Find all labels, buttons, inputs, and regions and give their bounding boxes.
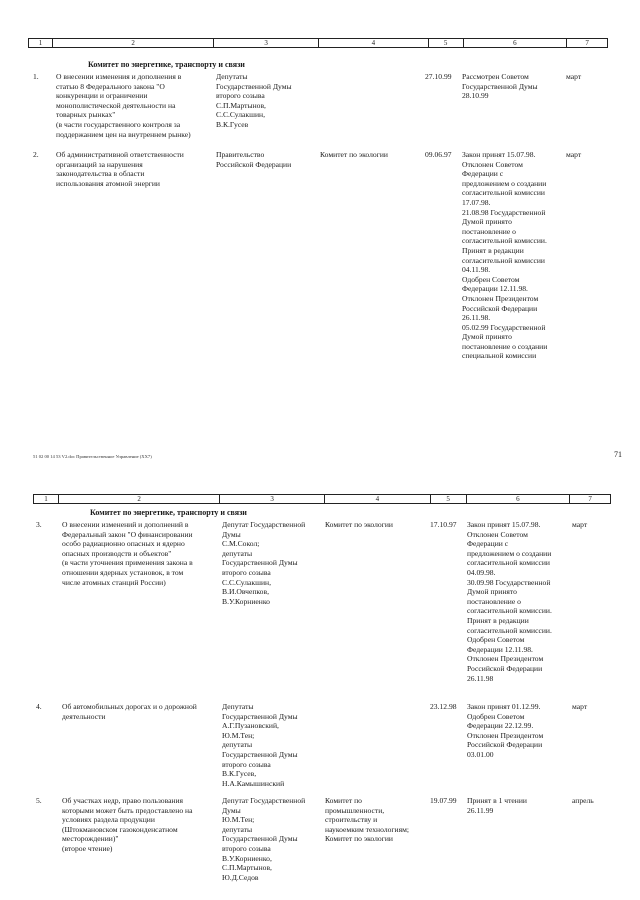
- bill-title: О внесении изменения и дополнения в статью 8 Федерального закона "О конкуренции и ограничении монополистической деятельности на товарных рынках" (в части государственного контроля за поддержанием цен на внутреннем рынке): [56, 72, 191, 139]
- col-5-number: 5: [431, 495, 467, 503]
- column-number-row-bottom: [33, 494, 611, 504]
- col-7-number: 7: [585, 39, 589, 47]
- bill-authors: Депутат Государственной Думы С.М.Сокол; депутаты Государственной Думы второго созыва С.С.Сулакшин, В.И.Овчепков, В.У.Корниенко: [222, 520, 306, 606]
- page-number: 71: [614, 450, 622, 459]
- bill-title: Об участках недр, право пользования которыми может быть предоставлено на условиях раздела продукции (Штокмановском газоконденсатном месторождении)" (второе чтение): [62, 796, 193, 853]
- responsible-committee: Комитет по экологии: [320, 150, 388, 159]
- row-number: 4.: [36, 702, 42, 711]
- submission-date: 23.12.98: [430, 702, 457, 711]
- bill-status: Закон принят 15.07.98. Отклонен Советом Федерации с предложением о создании согласительной комиссии 04.09.98. 30.09.98 Государственной Думой принято постановление о согласительной комиссии. Принят в редакции согласительной комиссии. Одобрен Советом Федерации 12.11.98. Отклонен Президентом Российской Федерации 26.11.98: [467, 520, 552, 683]
- col-3-number: 3: [220, 495, 325, 503]
- column-number-row-top: [28, 38, 608, 48]
- bill-status: Принят в 1 чтении 26.11.99: [467, 796, 527, 815]
- col-2-number: 2: [53, 39, 214, 47]
- bill-status: Закон принят 15.07.98. Отклонен Советом Федерации с предложением о создании согласительной комиссии 17.07.98. 21.08.98 Государственной Думой принято постановление о согласительной комиссии. Принят в редакции согласительной комиссии 04.11.98. Одобрен Советом Федерации 12.11.98. Отклонен Президентом Российской Федерации 26.11.98. 05.02.99 Государственной Думой принято постановление о создании специальной комиссии: [462, 150, 548, 361]
- planned-month: апрель: [572, 796, 594, 805]
- bill-status: Закон принят 01.12.99. Одобрен Советом Федерации 22.12.99. Отклонен Президентом Российской Федерации 03.01.00: [467, 702, 544, 759]
- responsible-committee: Комитет по экологии: [325, 520, 393, 529]
- row-number: 3.: [36, 520, 42, 529]
- bill-authors: Правительство Российской Федерации: [216, 150, 292, 169]
- bill-authors: Депутаты Государственной Думы второго созыва С.П.Мартынов, С.С.Сулакшин, В.К.Гусев: [216, 72, 292, 129]
- bill-authors: Депутат Государственной Думы Ю.М.Тен; депутаты Государственной Думы второго созыва В.У.Корниенко, С.П.Мартынов, Ю.Д.Седов: [222, 796, 306, 882]
- col-2-number: 2: [59, 495, 220, 503]
- bill-title: Об автомобильных дорогах и о дорожной деятельности: [62, 702, 197, 721]
- col-6-number: 6: [467, 495, 571, 503]
- planned-month: март: [566, 72, 582, 81]
- row-number: 2.: [33, 150, 39, 159]
- submission-date: 09.06.97: [425, 150, 452, 159]
- section-title-bottom: Комитет по энергетике, транспорту и связи: [90, 508, 247, 517]
- col-4-number: 4: [319, 39, 429, 47]
- submission-date: 19.07.99: [430, 796, 457, 805]
- planned-month: март: [572, 520, 588, 529]
- col-4-number: 4: [325, 495, 431, 503]
- col-5-number: 5: [429, 39, 464, 47]
- submission-date: 17.10.97: [430, 520, 457, 529]
- row-number: 1.: [33, 72, 39, 81]
- col-3-number: 3: [214, 39, 319, 47]
- planned-month: март: [572, 702, 588, 711]
- col-6-number: 6: [464, 39, 568, 47]
- bill-title: О внесении изменений и дополнений в Федеральный закон "О финансировании особо радиационно опасных и ядерно опасных производств и объектов" (в части уточнения применения закона в отношении ядерных установок, в том числе атомных станций России): [62, 520, 193, 587]
- col-1-number: 1: [34, 495, 59, 503]
- section-title-top: Комитет по энергетике, транспорту и связи: [88, 60, 245, 69]
- bill-authors: Депутаты Государственной Думы А.Г.Пузановский, Ю.М.Тен; депутаты Государственной Думы второго созыва В.К.Гусев, Н.А.Камышинский: [222, 702, 298, 788]
- row-number: 5.: [36, 796, 42, 805]
- planned-month: март: [566, 150, 582, 159]
- responsible-committee: Комитет по промышленности, строительству и наукоемким технологиям; Комитет по экологии: [325, 796, 409, 844]
- document-footer: 51 02 00 14 53 V2.doc Правительственное Управление (ХХ7): [33, 454, 152, 459]
- bill-title: Об административной ответственности организаций за нарушения законодательства в области использования атомной энергии: [56, 150, 184, 188]
- col-7-number: 7: [588, 495, 592, 503]
- submission-date: 27.10.99: [425, 72, 452, 81]
- bill-status: Рассмотрен Советом Государственной Думы 28.10.99: [462, 72, 538, 101]
- col-1-number: 1: [29, 39, 53, 47]
